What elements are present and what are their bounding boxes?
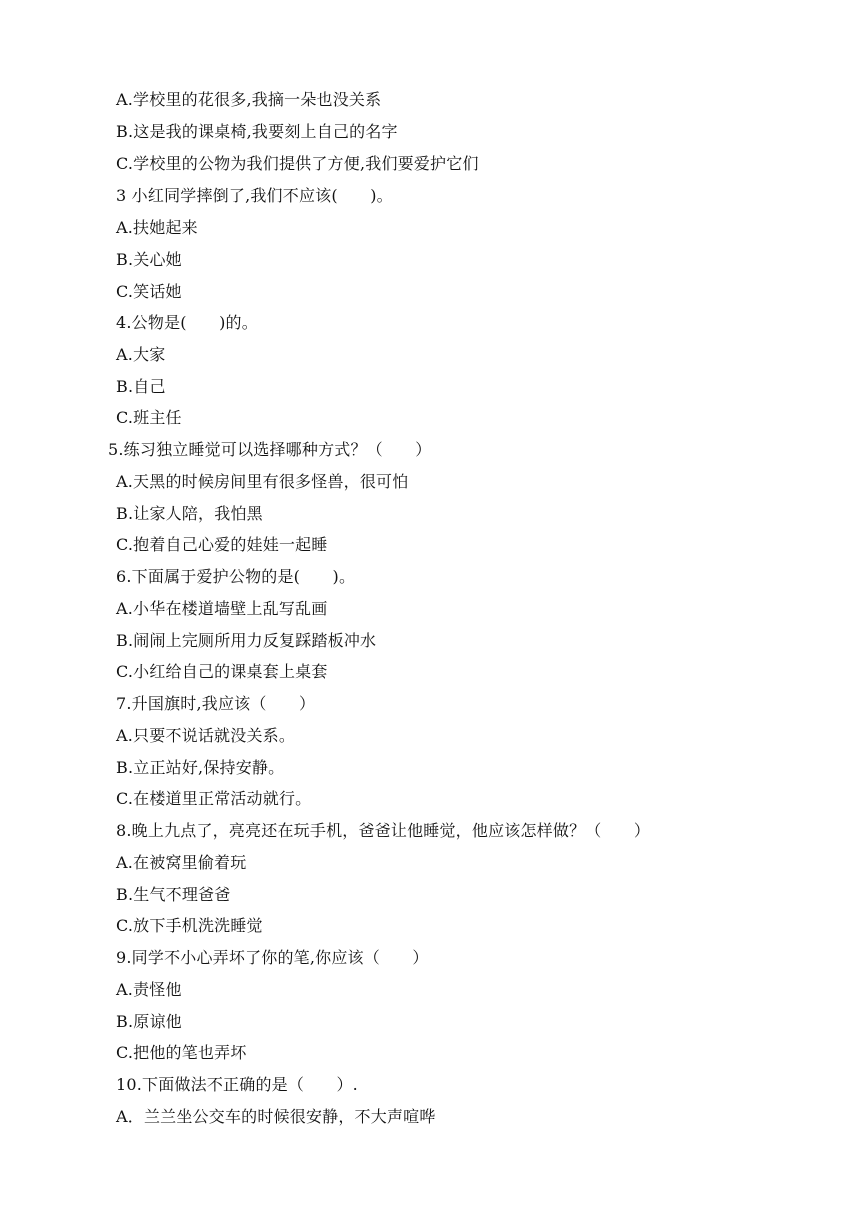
q2-option-a: A.学校里的花很多,我摘一朵也没关系: [116, 90, 382, 109]
q9-option-c: C.把他的笔也弄坏: [116, 1043, 247, 1062]
q4-question: 4.公物是( )的。: [116, 313, 258, 332]
q5-option-b: B.让家人陪，我怕黑: [116, 504, 263, 523]
q7-option-c: C.在楼道里正常活动就行。: [116, 789, 312, 808]
q10-option-a: A．兰兰坐公交车的时候很安静，不大声喧哗: [116, 1107, 436, 1126]
q6-question: 6.下面属于爱护公物的是( )。: [116, 567, 356, 586]
q6-option-c: C.小红给自己的课桌套上桌套: [116, 662, 328, 681]
q4-option-c: C.班主任: [116, 408, 182, 427]
q3-option-a: A.扶她起来: [116, 218, 198, 237]
q9-option-a: A.责怪他: [116, 980, 182, 999]
q2-option-c: C.学校里的公物为我们提供了方便,我们要爱护它们: [116, 154, 479, 173]
q6-option-b: B.闹闹上完厕所用力反复踩踏板冲水: [116, 631, 377, 650]
q5-option-a: A.天黑的时候房间里有很多怪兽，很可怕: [116, 472, 409, 491]
q8-question: 8.晚上九点了，亮亮还在玩手机，爸爸让他睡觉，他应该怎样做？（ ）: [116, 821, 651, 840]
q5-option-c: C.抱着自己心爱的娃娃一起睡: [116, 535, 328, 554]
q3-option-c: C.笑话她: [116, 282, 182, 301]
q8-option-b: B.生气不理爸爸: [116, 885, 231, 904]
q3-option-b: B.关心她: [116, 250, 182, 269]
q5-question: 5.练习独立睡觉可以选择哪种方式？（ ）: [108, 440, 432, 459]
q10-question: 10.下面做法不正确的是（ ）.: [116, 1075, 358, 1094]
q4-option-a: A.大家: [116, 345, 166, 364]
q2-option-b: B.这是我的课桌椅,我要刻上自己的名字: [116, 122, 398, 141]
q9-question: 9.同学不小心弄坏了你的笔,你应该（ ）: [116, 948, 429, 967]
q6-option-a: A.小华在楼道墙壁上乱写乱画: [116, 599, 328, 618]
q7-question: 7.升国旗时,我应该（ ）: [116, 694, 316, 713]
q8-option-c: C.放下手机洗洗睡觉: [116, 916, 263, 935]
q7-option-a: A.只要不说话就没关系。: [116, 726, 296, 745]
q4-option-b: B.自己: [116, 377, 166, 396]
q7-option-b: B.立正站好,保持安静。: [116, 758, 285, 777]
q9-option-b: B.原谅他: [116, 1012, 182, 1031]
q8-option-a: A.在被窝里偷着玩: [116, 853, 247, 872]
q3-question: 3 小红同学摔倒了,我们不应该( )。: [116, 186, 393, 205]
